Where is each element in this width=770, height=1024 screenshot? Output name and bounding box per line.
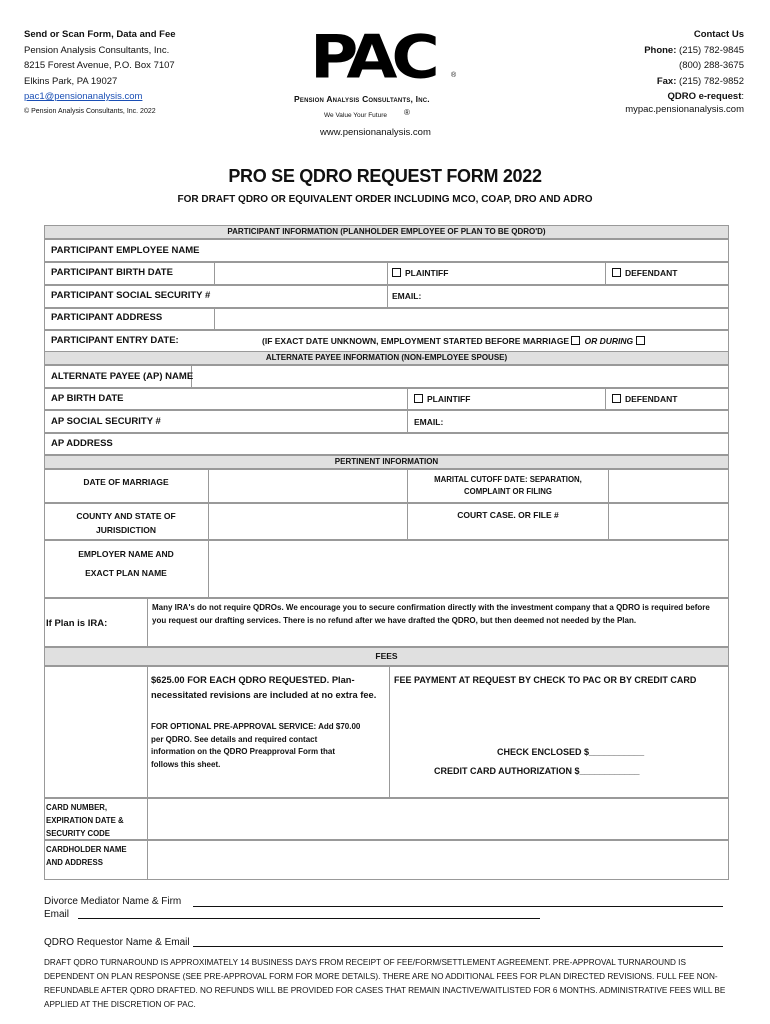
or-during-text: OR DURING [584,336,634,346]
divider [214,262,215,285]
fax-label: Fax: [656,75,677,87]
marriage-date-label: DATE OF MARRIAGE [83,477,169,487]
pac-logo-mark: PAC [310,22,434,92]
email-link[interactable]: pac1@pensionanalysis.com [24,91,143,102]
registered-mark: ® [451,72,457,79]
phone-number: (215) 782-9845 [679,44,744,56]
ap-ssn-field[interactable] [200,412,404,431]
contact-block [484,27,744,117]
entry-date-note [262,335,649,347]
ap-address-field[interactable] [200,435,726,453]
county-label-line-2: JURISDICTION [96,525,156,535]
ap-ssn-label: AP SOCIAL SECURITY # [51,416,161,427]
requestor-label: QDRO Requestor Name & Email [44,937,190,948]
fax-number: (215) 782-9852 [679,75,744,87]
logo-company-name: Pension Analysis Consultants, Inc. [294,94,430,104]
ap-defendant-option[interactable] [612,393,677,405]
ap-plaintiff-option[interactable] [414,393,470,405]
mediator-email-field[interactable] [78,918,540,919]
turnaround-disclaimer: DRAFT QDRO TURNAROUND IS APPROXIMATELY 14 BUSINESS DAYS FROM RECEIPT OF FEE/FORM/SETTLEMENT AGREEMENT. PRE-APPROVAL TURNAROUND IS DEPENDENT ON PLAN RESPONSE (SEE PRE-APPROVAL FORM FOR MORE DETAILS). THERE ARE NO ADDITIONAL FEES FOR PLAN DIRECTED REVISIONS. FULL FEE NON-REFUNDABLE AFTER QDRO DRAFTED. NO REFUNDS WILL BE PROVIDED FOR CASES THAT REMAIN INACTIVE/WAITLISTED FOR 6 MONTHS. ADMINISTRATIVE FEES WILL BE APPLIED AT THE DISCRETION OF PAC. [44,958,726,1009]
mediator-email-label: Email [44,909,70,920]
pac-logo [294,22,480,148]
mediator-field[interactable] [193,906,723,907]
ira-notice: Many IRA's do not require QDROs. We encourage you to secure confirmation directly with the investment company that a QDRO is required before you request our drafting services. There is no refund after we have drafted the QDRO, but then deemed not needed by the Plan. [152,603,710,625]
requestor-field[interactable] [193,946,723,947]
defendant-label: DEFENDANT [625,268,678,278]
ap-birth-field[interactable] [200,390,404,408]
participant-address-label: PARTICIPANT ADDRESS [51,312,163,323]
plaintiff-label: PLAINTIFF [405,268,449,278]
entry-note-text: (IF EXACT DATE UNKNOWN, EMPLOYMENT STARTED BEFORE MARRIAGE [262,336,570,346]
optional-preapproval-text: FOR OPTIONAL PRE-APPROVAL SERVICE: Add $70.00 per QDRO. See details and required contact information on the QDRO Preapproval Form that follows this sheet. [151,722,361,769]
divider [387,262,388,285]
defendant-label: DEFENDANT [625,394,678,404]
cutoff-date-label [408,474,608,498]
send-heading: Send or Scan Form, Data and Fee [24,29,176,40]
during-marriage-checkbox[interactable] [636,336,645,345]
contact-heading: Contact Us [693,29,744,40]
erequest-colon: : [741,91,744,102]
alternate-section-header: ALTERNATE PAYEE INFORMATION (NON-EMPLOYEE SPOUSE) [44,351,729,365]
participant-ssn-label: PARTICIPANT SOCIAL SECURITY # [51,290,211,301]
participant-address-field[interactable] [217,310,726,328]
participant-email-label: EMAIL: [392,291,422,301]
ira-label: If Plan is IRA: [46,618,108,629]
participant-entry-label: PARTICIPANT ENTRY DATE: [51,335,179,346]
employer-label-line-1: EMPLOYER NAME AND [78,549,174,559]
divider [608,469,609,503]
ap-email-label: EMAIL: [414,417,444,427]
cardholder-label [46,843,127,869]
divider [608,503,609,540]
company-name: Pension Analysis Consultants, Inc. [24,44,170,56]
form-subtitle: FOR DRAFT QDRO OR EQUIVALENT ORDER INCLUDING MCO, COAP, DRO AND ADRO [177,194,593,205]
divider [407,388,408,410]
cutoff-label-line-1: MARITAL CUTOFF DATE: SEPARATION, [434,475,582,484]
cardholder-field[interactable] [150,842,726,878]
marriage-date-field[interactable] [211,471,404,501]
checkbox-icon[interactable] [612,394,621,403]
holder-label-line-2: AND ADDRESS [46,858,103,867]
card-label-line-2: EXPIRATION DATE & [46,816,124,825]
plaintiff-label: PLAINTIFF [427,394,471,404]
phone-number-2: (800) 288-3675 [679,60,744,71]
county-state-field[interactable] [211,505,404,538]
logo-tagline: We Value Your Future [324,112,387,119]
card-label-line-1: CARD NUMBER, [46,803,108,812]
fee-payment-text: FEE PAYMENT AT REQUEST BY CHECK TO PAC OR BY CREDIT CARD [394,675,697,685]
ap-birth-label: AP BIRTH DATE [51,393,124,404]
county-label-line-1: COUNTY AND STATE OF [76,511,176,521]
county-state-label [44,509,208,537]
court-case-field[interactable] [611,505,726,538]
holder-label-line-1: CARDHOLDER NAME [46,845,127,854]
fees-section-header: FEES [44,647,729,666]
employer-plan-label [44,545,208,583]
divider [208,503,209,540]
credit-card-auth-label[interactable]: CREDIT CARD AUTHORIZATION $____________ [434,766,640,776]
before-marriage-checkbox[interactable] [571,336,580,345]
cutoff-label-line-2: COMPLAINT OR FILING [464,487,552,496]
employer-label-line-2: EXACT PLAN NAME [85,568,167,578]
checkbox-icon[interactable] [414,394,423,403]
participant-plaintiff-option[interactable] [392,267,448,279]
participant-birth-label: PARTICIPANT BIRTH DATE [51,267,173,278]
tagline-registered-mark: ® [404,108,410,117]
divider [387,285,388,308]
fee-amount-text: $625.00 FOR EACH QDRO REQUESTED. Plan-necessitated revisions are included at no extra fee. [151,675,377,700]
participant-name-field[interactable] [210,241,726,260]
sender-address-block [24,27,294,118]
erequest-label: QDRO e-request [667,91,742,102]
ap-name-field[interactable] [194,367,726,386]
card-number-label [46,801,124,840]
form-title: PRO SE QDRO REQUEST FORM 2022 [228,166,542,186]
card-number-field[interactable] [150,800,726,838]
card-label-line-3: SECURITY CODE [46,829,110,838]
divider [208,469,209,503]
divider [208,540,209,598]
pertinent-section-header: PERTINENT INFORMATION [44,455,729,469]
divider [407,410,408,433]
participant-ssn-field[interactable] [217,287,384,306]
checkbox-icon[interactable] [392,268,401,277]
participant-name-label: PARTICIPANT EMPLOYEE NAME [51,245,200,256]
address-line-2: Elkins Park, PA 19027 [24,75,118,87]
divider [605,262,606,285]
ap-name-label: ALTERNATE PAYEE (AP) NAME [51,371,194,382]
phone-label: Phone: [644,44,677,56]
divider [389,666,390,798]
participant-birth-field[interactable] [217,264,384,283]
court-case-label: COURT CASE. OR FILE # [457,510,559,520]
divider [214,308,215,330]
mediator-label: Divorce Mediator Name & Firm [44,896,182,907]
divider [605,388,606,410]
copyright: © Pension Analysis Consultants, Inc. 2022 [24,107,156,115]
participant-defendant-option[interactable] [612,267,677,279]
erequest-url[interactable]: mypac.pensionanalysis.com [625,103,744,115]
divider [147,598,148,647]
cutoff-date-field[interactable] [611,471,726,501]
address-line-1: 8215 Forest Avenue, P.O. Box 7107 [24,60,175,71]
website: www.pensionanalysis.com [320,127,431,138]
participant-section-header: PARTICIPANT INFORMATION (PLANHOLDER EMPLOYEE OF PLAN TO BE QDRO'D) [44,225,729,239]
checkbox-icon[interactable] [612,268,621,277]
ap-address-label: AP ADDRESS [51,438,113,449]
employer-plan-field[interactable] [211,542,726,596]
check-enclosed-label[interactable]: CHECK ENCLOSED $___________ [497,747,645,757]
